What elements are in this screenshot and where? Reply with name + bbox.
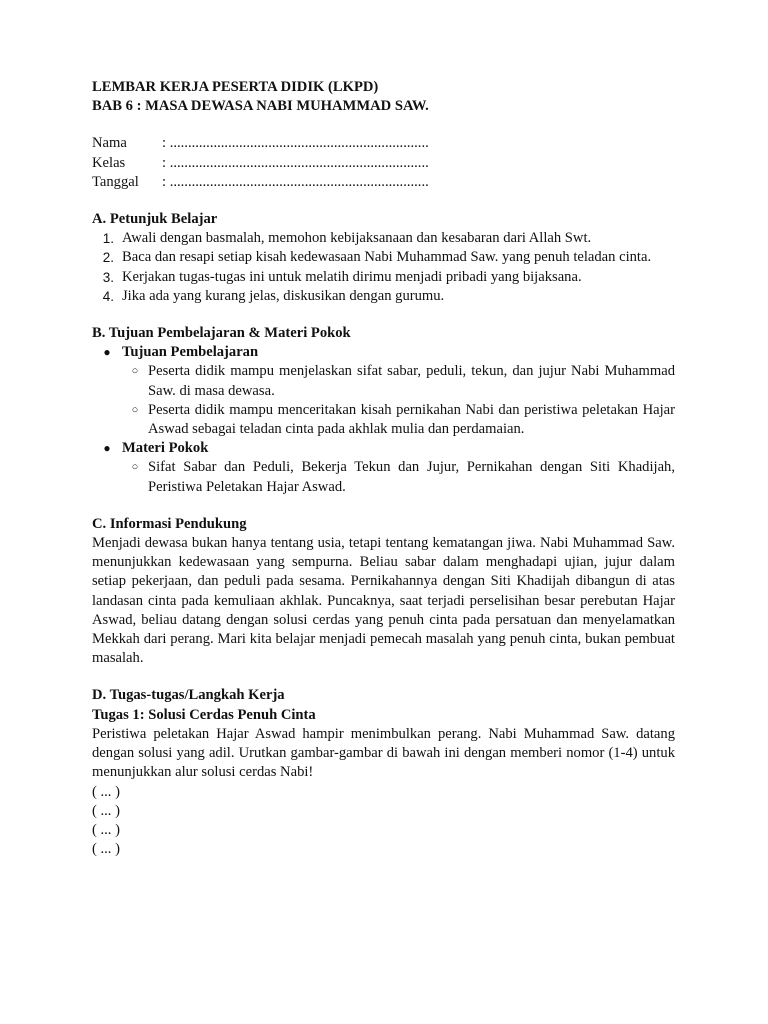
section-c-heading: C. Informasi Pendukung xyxy=(92,515,247,532)
list-item: 3. Kerjakan tugas-tugas ini untuk melatih dirimu menjadi pribadi yang bijaksana. xyxy=(102,268,582,285)
worksheet-title: LEMBAR KERJA PESERTA DIDIK (LKPD) xyxy=(92,79,379,95)
answer-blank[interactable]: ( ... ) xyxy=(92,783,120,800)
bullet-dot-icon: ● xyxy=(103,345,111,360)
section-a-heading: A. Petunjuk Belajar xyxy=(92,211,218,228)
learning-goals-bullet xyxy=(92,343,675,362)
class-label: Kelas xyxy=(92,154,126,171)
learning-goals-label: Tujuan Pembelajaran xyxy=(122,344,259,361)
task-1-instructions: Peristiwa peletakan Hajar Aswad hampir menimbulkan perang. Nabi Muhammad Saw. datang dengan solusi yang adil. Urutkan gambar-gambar di bawah ini dengan memberi nomor (1-4) untuk menunjukkan alur solusi cerdas Nabi! xyxy=(92,725,675,781)
section-d-heading: D. Tugas-tugas/Langkah Kerja xyxy=(92,687,285,704)
class-field xyxy=(92,154,675,173)
list-item: ○ Peserta didik mampu menjelaskan sifat sabar, peduli, tekun, dan jujur Nabi Muhammad Saw. di masa dewasa. xyxy=(92,362,675,400)
bullet-circle-icon: ○ xyxy=(131,403,139,416)
name-field xyxy=(92,134,675,153)
main-material-bullet xyxy=(92,439,675,458)
answer-blank[interactable]: ( ... ) xyxy=(92,841,120,858)
bullet-dot-icon: ● xyxy=(103,441,111,456)
chapter-title: BAB 6 : MASA DEWASA NABI MUHAMMAD SAW. xyxy=(92,98,429,115)
section-b-heading: B. Tujuan Pembelajaran & Materi Pokok xyxy=(92,325,351,342)
date-label: Tanggal xyxy=(92,173,139,190)
date-blank: : ....................................................................... xyxy=(162,173,429,190)
date-field xyxy=(92,173,675,192)
list-item: ○ Sifat Sabar dan Peduli, Bekerja Tekun dan Jujur, Pernikahan dengan Siti Khadijah, Peristiwa Peletakan Hajar Aswad. xyxy=(92,458,675,496)
study-instructions-list xyxy=(92,229,675,306)
name-label: Nama xyxy=(92,135,127,152)
supporting-info-paragraph: Menjadi dewasa bukan hanya tentang usia, tetapi tentang kematangan jiwa. Nabi Muhammad Saw. menunjukkan kedewasaan yang sempurna. Beliau sabar dalam menghadapi ujian, jujur dalam setiap pekerjaan, dan peduli pada sesama. Pernikahannya dengan Siti Khadijah dibangun di atas landasan cinta pada kemuliaan akhlak. Puncaknya, saat terjadi perselisihan besar perebutan Hajar Aswad, beliau datang dengan solusi cerdas yang penuh cinta pada persatuan dan menyelamatkan Mekkah dari perang. Mari kita belajar menjadi pemecah masalah yang penuh cinta, bukan pembuat masalah. xyxy=(92,535,675,667)
worksheet-page xyxy=(92,78,675,859)
name-blank: : ....................................................................... xyxy=(162,135,429,152)
list-item: 1. Awali dengan basmalah, memohon kebijaksanaan dan kesabaran dari Allah Swt. xyxy=(102,230,592,247)
list-item: 2. Baca dan resapi setiap kisah kedewasaan Nabi Muhammad Saw. yang penuh teladan cinta. xyxy=(102,249,652,266)
list-item: 4. Jika ada yang kurang jelas, diskusikan dengan gurumu. xyxy=(102,287,445,304)
identity-fields xyxy=(92,134,675,192)
main-material-label: Materi Pokok xyxy=(122,440,209,457)
answer-blank[interactable]: ( ... ) xyxy=(92,802,120,819)
bullet-circle-icon: ○ xyxy=(131,365,139,378)
list-item: ○ Peserta didik mampu menceritakan kisah pernikahan Nabi dan peristiwa peletakan Hajar Aswad sebagai teladan cinta pada akhlak mulia dan perdamaian. xyxy=(92,401,675,439)
class-blank: : ....................................................................... xyxy=(162,154,429,171)
task-1-title: Tugas 1: Solusi Cerdas Penuh Cinta xyxy=(92,706,316,723)
answer-blank[interactable]: ( ... ) xyxy=(92,821,120,838)
bullet-circle-icon: ○ xyxy=(131,461,139,474)
